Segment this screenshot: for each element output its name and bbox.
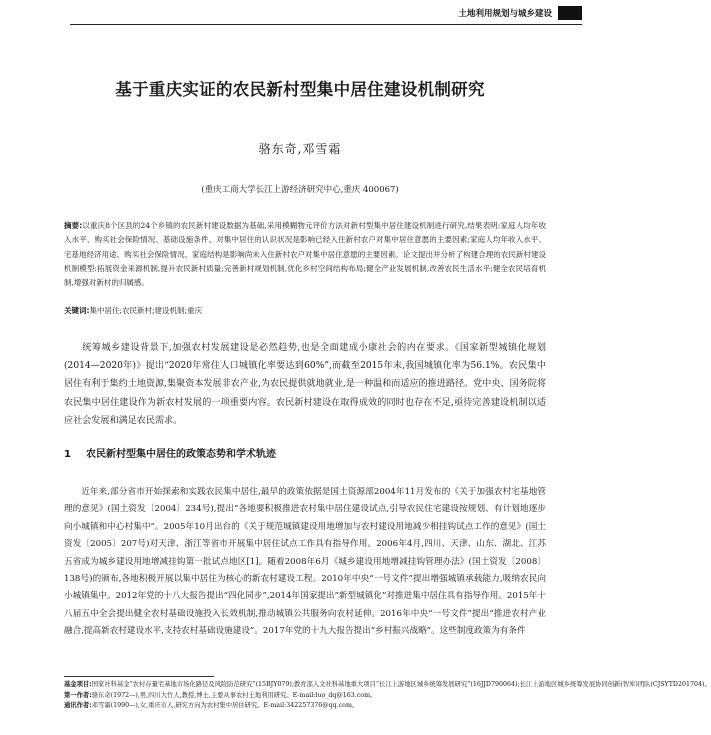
section-heading [64, 445, 276, 460]
footnote-fund [64, 680, 711, 691]
introduction-paragraph: 统筹城乡建设背景下,加强农村发展建设是必然趋势,也是全面建成小康社会的内在要求。《国家新型城镇化规划(2014—2020年)》提出“2020年常住人口城镇化率要达到60%”,而截至2015年末,我国城镇化率为56.1%。农民集中居住有利于集约土地资源,集聚资本发展非农产业,为农民提供就地就业,是一种温和而适应的推进路径。党中央、国务院将农民集中居住建设作为新农村发展的一项重要内容。农民新村建设在取得成效的同时也存在不足,亟待完善建设机制以适应社会发展和满足农民需求。 [64, 343, 546, 426]
footnote-corresponding-author [64, 701, 546, 712]
keywords-text: 集中居住;农民新村;建设机制;重庆 [89, 306, 203, 315]
footnotes [64, 680, 711, 712]
running-title: 土地利用规划与城乡建设 [458, 9, 552, 19]
section-body-paragraph: 近年来,部分省市开始探索和实践农民集中居住,最早的政策依据是国土资源部2004年11月发布的《关于加强农村宅基地管理的意见》(国土资发〔2004〕234号),提出“各地要积极推进农村集中居住建设试点,引导农民住宅建设按规划、有计划地逐步向小城镇和中心村集中”。2005年10月出台的《关于规范城镇建设用地增加与农村建设用地减少相挂钩试点工作的意见》(国土资发〔2005〕207号)对天津、浙江等省市开展集中居住试点工作具有指导作用。2006年4月,四川、天津、山东、湖北、江苏五省成为城乡建设用地增减挂钩第一批试点地区[1]。随着2008年6月《城乡建设用地增减挂钩管理办法》(国土资发〔2008〕138号)的颁布,各地积极开展以集中居住为核心的新农村建设工程。2010年中央“一号文件”提出增强城镇承载能力,吸纳农民向小城镇集中。2012年党的十八大报告提出“四化同步”,2014年国家提出“新型城镇化”对推进集中居住具有指导作用。2015年十八届五中全会提出健全农村基础设施投入长效机制,推动城镇公共服务向农村延伸。2016年中央“一号文件”提出“推进农村产业融合,提高新农村建设水平,支持农村基础设施建设”。2017年党的十九大报告提出“乡村振兴战略”。这些制度政策为有条件 [64, 487, 546, 637]
running-header [458, 6, 582, 20]
footnote-fund-label: 基金项目: [64, 681, 92, 688]
abstract-text: 以重庆8个区县的24个乡镇的农民新村建设数据为基础,采用模糊物元评价方法对新村型集中居住建设机制进行研究,结果表明:家庭人均年收入水平、购买社会保险情况、基础设施条件、对集中居住的认识状况是影响已经入住新村农户对集中居住意愿的主要因素;家庭人均年收入水平、宅基地经济用途、购买社会保险情况、家庭结构是影响尚未入住新村农户对集中居住意愿的主要因素。论文提出并分析了构建合理的农民新村建设机制模型:拓展资金来源机制,提升农民新村质量;完善新村规划机制,优化乡村空间结构布局;健全产业发展机制,改善农民生活水平;健全农民培育机制,增强对新村的归属感。 [64, 221, 547, 288]
abstract-label: 摘要: [64, 221, 83, 230]
footnote-first-author-label: 第一作者: [64, 691, 92, 699]
footnote-rule [64, 676, 214, 677]
section-title: 农民新村型集中居住的政策态势和学术轨迹 [86, 449, 276, 460]
footnote-first-author-text: 骆东奇(1972—),男,四川大竹人,教授,博士,主要从事农村土地利用研究。E-mail:luo_dq@163.com。 [91, 691, 377, 699]
footnote-first-author [64, 691, 546, 702]
keywords-label: 关键词: [64, 306, 90, 315]
article-title: 基于重庆实证的农民新村型集中居住建设机制研究 [115, 80, 485, 99]
section-number: 1 [64, 449, 71, 460]
footnote-corresponding-label: 通讯作者: [64, 702, 92, 710]
footnote-fund-text: 国家社科基金“农村存量宅基地市场化路径及风险防范研究”(15BJY079);教育部人文社科基地重大项目“长江上游地区城乡统筹发展研究”(16JJD790064);长江上游地区城乡统筹发展协同创新(智库)团队(CJSYTD201704)。 [91, 681, 711, 688]
footnote-corresponding-text: 邓雪霜(1990—),女,重庆市人,研究方向为农村集中居住研究。E-mail:342257376@qq.com。 [91, 702, 359, 710]
article-authors: 骆东奇,邓雪霜 [258, 142, 342, 156]
keywords [64, 305, 546, 316]
abstract [64, 219, 546, 290]
article-affiliation: (重庆工商大学长江上游经济研究中心,重庆 400067) [201, 185, 399, 195]
header-rule [70, 24, 582, 25]
header-marker-block [558, 6, 582, 20]
